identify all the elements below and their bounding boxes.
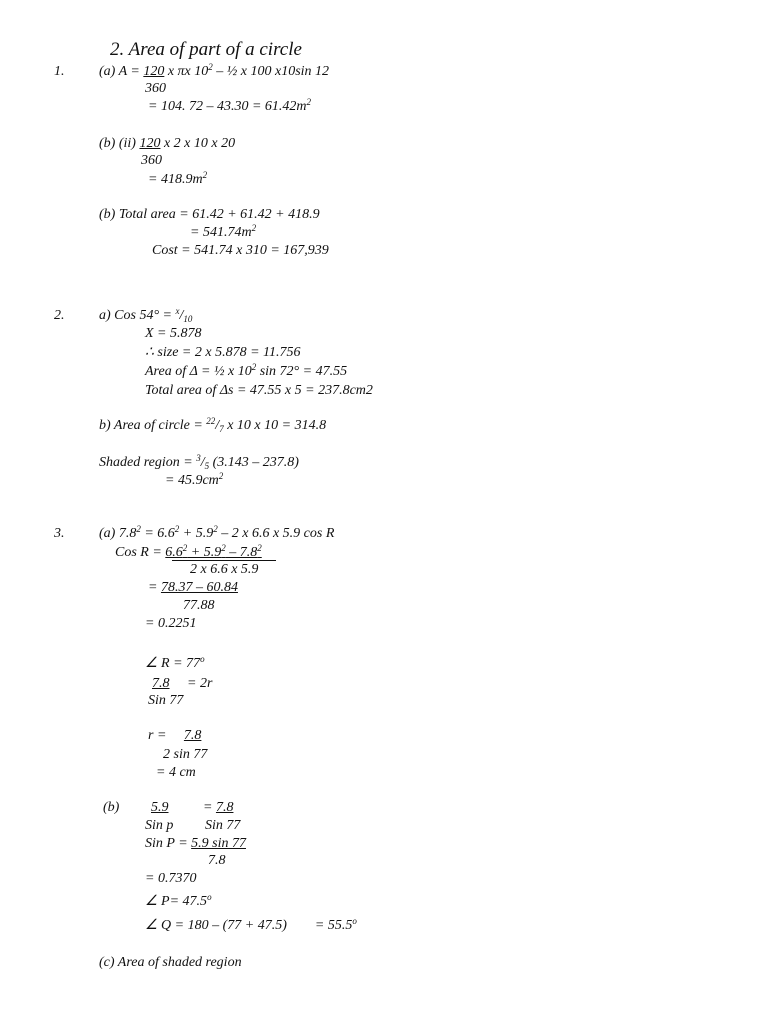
q3-angle-r: ∠ $R = 77^o$ [145,654,205,671]
q2-part-a-cos: a) Cos $54^\circ = ^x/_{10}$ [99,306,193,324]
q1-total-area-result: = $541.74m^2$ [190,223,257,240]
q2-shaded-region: Shaded region = $^3/_5$ (3.143 – 237.8) [99,453,299,471]
question-2-number: 2. [54,308,65,323]
q1-total-area: (b) Total area = 61.42 + 61.42 + 418.9 [99,207,320,222]
q3-sin-p-denominator: 7.8 [208,853,226,868]
question-3-number: 3. [54,526,65,541]
q1-part-b-denominator: 360 [141,153,162,168]
q3-cos-r-expression: Cos $R = 6.6^2 + 5.9^2 - 7.8^2$ [115,543,262,560]
q2-triangle-area: Area of Δ = ½ x $10^2$ sin 72° = 47.55 [145,362,348,379]
q3-radius-formula: r = 7.8 [148,728,202,743]
q2-shaded-result: = $45.9cm^2$ [165,471,224,488]
q3-angle-q: ∠ Q = 180 – (77 + 47.5) = $55.5^o$ [145,916,357,933]
q1-cost: Cost = 541.74 x 310 = 167,939 [152,243,329,258]
q3-part-b-equals: = 7.8 [203,800,234,815]
q3-sine-rule: 7.8 = 2r [152,676,213,691]
q1-part-b-formula: (b) (ii) 120 x 2 x 10 x 20 [99,136,236,151]
q3-sin-p-value: = 0.7370 [145,871,197,886]
q3-part-a-cosine-rule: (a) $7.8^2 = 6.6^2 + 5.9^2 - 2$ x 6.6 x 5.9 cos R [99,524,335,541]
q3-part-c: (c) Area of shaded region [99,955,242,970]
question-1-number: 1. [54,64,65,79]
q3-cos-r-numerator-2: = 78.37 – 60.84 [148,580,238,595]
q3-cos-r-value: = 0.2251 [145,616,197,631]
q3-cos-r-denominator-2: 77.88 [183,598,215,613]
q1-part-a-denominator: 360 [145,81,166,96]
q1-part-a-result: = 104. $72 - 43.30 = 61.42m^2$ [148,97,312,114]
q3-sine-rule-denominator: Sin 77 [148,693,184,708]
q2-total-triangles-area: Total area of Δs = 47.55 x 5 = 237.8cm2 [145,383,373,398]
q2-x-value: X = 5.878 [145,326,202,341]
q3-radius-result: = 4 cm [156,765,196,780]
q1-part-a-formula: (a) A = 120 x πx $10^2$ – ½ x 100 x10sin 12 [99,62,330,79]
q3-angle-p: ∠ $P= 47.5^o$ [145,892,212,909]
q3-part-b-denominator-1: Sin p [145,818,174,833]
q2-size: ∴ size = 2 x 5.878 = 11.756 [145,345,301,360]
q3-cos-r-fraction-bar [172,560,276,561]
q3-part-b-denominator-2: Sin 77 [205,818,241,833]
q1-part-b-result: = $418.9m^2$ [148,170,208,187]
q3-part-b-label: (b) [103,800,120,815]
q2-part-b-circle-area: b) Area of circle = $^{22}/_7$ x 10 x 10 = 314.8 [99,416,327,434]
q3-cos-r-denominator: 2 x 6.6 x 5.9 [190,562,259,577]
q3-sin-p-formula: Sin P = 5.9 sin 77 [145,836,246,851]
q3-part-b-numerator-1: 5.9 [151,800,169,815]
page-title: 2. Area of part of a circle [110,39,302,60]
q3-radius-denominator: 2 sin 77 [163,747,208,762]
